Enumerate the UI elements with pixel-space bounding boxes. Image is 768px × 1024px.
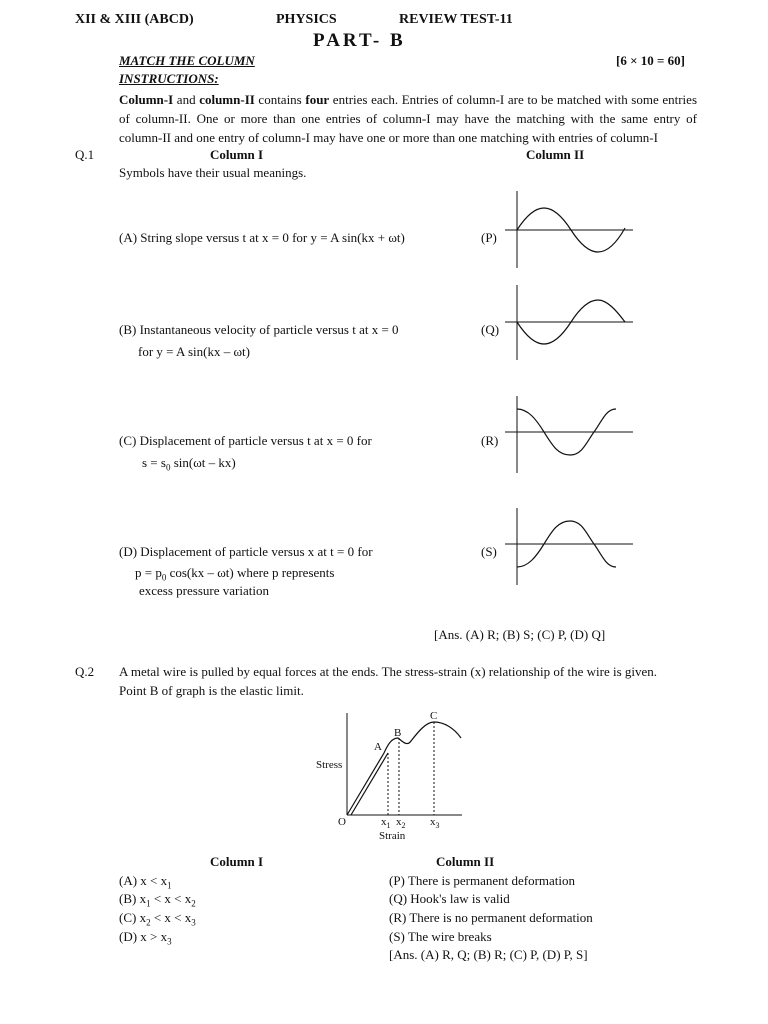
graph-q [500,282,640,362]
q1-answer: [Ans. (A) R; (B) S; (C) P, (D) Q] [434,627,606,642]
q1-number: Q.1 [75,147,95,162]
q1-item-b-line1: (B) Instantaneous velocity of particle versus t at x = 0 [119,322,399,337]
test-label: REVIEW TEST-11 [399,12,513,27]
q1-note: Symbols have their usual meanings. [119,165,307,180]
unload-line [351,753,388,815]
q2-c-sub2: 3 [191,917,196,928]
graph-xlabel: Strain [379,830,406,842]
part-title: PART- B [313,30,406,51]
c2-text: s = s [142,455,166,470]
marks-label: [6 × 10 = 60] [616,53,685,68]
q2-c-mid: < x < x [150,910,192,925]
class-label: XII & XIII (ABCD) [75,12,194,27]
q2-number: Q.2 [75,664,95,679]
q1-item-d-line1: (D) Displacement of particle versus x at t = 0 for [119,544,373,559]
tick-x1-sub: 1 [386,821,391,830]
q2-a-sub: 1 [167,880,172,891]
q2-col1-heading: Column I [210,854,264,869]
q1-item-b-line2: for y = A sin(kx – ωt) [138,344,250,359]
instr-col1: Column-I [119,92,174,107]
q2-d-text: (D) x > x [119,929,168,944]
q2-item-d [119,928,172,951]
q2-option-p: (P) There is permanent deformation [389,873,576,888]
d2-text: p = p [135,565,162,580]
q2-option-r: (R) There is no permanent deformation [389,910,593,925]
graph-p [500,188,640,270]
q1-option-s: (S) [481,544,497,559]
stress-strain-graph [310,708,470,844]
d2-rest: cos(kx – ωt) where p represents [166,565,335,580]
tick-x3 [430,816,440,830]
q2-option-s: (S) The wire breaks [389,929,492,944]
instr-and: and [173,92,200,107]
graph-origin: O [338,816,346,828]
q2-a-text: (A) x < x [119,873,168,888]
q1-col2-heading: Column II [526,147,585,162]
tick-x2-x: x [396,816,402,828]
q1-option-p: (P) [481,230,497,245]
q1-option-r: (R) [481,433,499,448]
q2-b-sub2: 2 [191,898,196,909]
graph-ylabel: Stress [316,759,343,771]
q2-text-line1: A metal wire is pulled by equal forces at the ends. The stress-strain (x) relationship of the wire is given. [119,664,658,679]
instr-col2: column-II [199,92,255,107]
q1-item-d-line3: excess pressure variation [139,583,269,598]
tick-x2-sub: 2 [401,821,406,830]
d2-sub: 0 [161,572,167,583]
graph-point-c: C [430,710,438,722]
q2-text-line2: Point B of graph is the elastic limit. [119,683,304,698]
tick-x3-x: x [430,816,436,828]
tick-x3-sub: 3 [435,821,440,830]
graph-point-b: B [394,727,402,739]
instructions-text [119,90,697,147]
q2-option-q: (Q) Hook's law is valid [389,891,510,906]
graph-s [500,505,640,587]
q1-option-q: (Q) [481,322,500,337]
q2-b-mid: < x < x [150,891,192,906]
q1-item-c-line1: (C) Displacement of particle versus t at x = 0 for [119,433,372,448]
q2-col2-heading: Column II [436,854,495,869]
instr-four: four [305,92,330,107]
tick-x2 [396,816,406,830]
q1-item-c-line2 [142,454,236,477]
q1-col1-heading: Column I [210,147,264,162]
instr-rest: entries each. Entries of column-I are to be matched with some entries of column-II. One or more than one entries of column-I may have the matching with the same entry of column-II and one entry of column-I may have one or more than one matching with entries of column-I [119,92,697,145]
instructions-label: INSTRUCTIONS: [119,71,219,86]
instr-contains: contains [254,92,306,107]
graph-point-a: A [374,741,382,753]
q2-c-text: (C) x [119,910,147,925]
c2-rest: sin(ωt – kx) [170,455,236,470]
q2-d-sub: 3 [167,936,172,947]
tick-x1 [381,816,391,830]
section-title: MATCH THE COLUMN [119,53,255,68]
q2-b-text: (B) x [119,891,147,906]
subject-label: PHYSICS [276,12,337,27]
graph-r [500,393,640,475]
q1-item-a: (A) String slope versus t at x = 0 for y = A sin(kx + ωt) [119,230,405,245]
c2-sub: 0 [165,462,171,473]
q2-answer: [Ans. (A) R, Q; (B) R; (C) P, (D) P, S] [389,947,588,962]
tick-x1-x: x [381,816,387,828]
stress-strain-curve [347,722,461,815]
q2-c-sub1: 2 [146,917,151,928]
q2-b-sub1: 1 [146,898,151,909]
